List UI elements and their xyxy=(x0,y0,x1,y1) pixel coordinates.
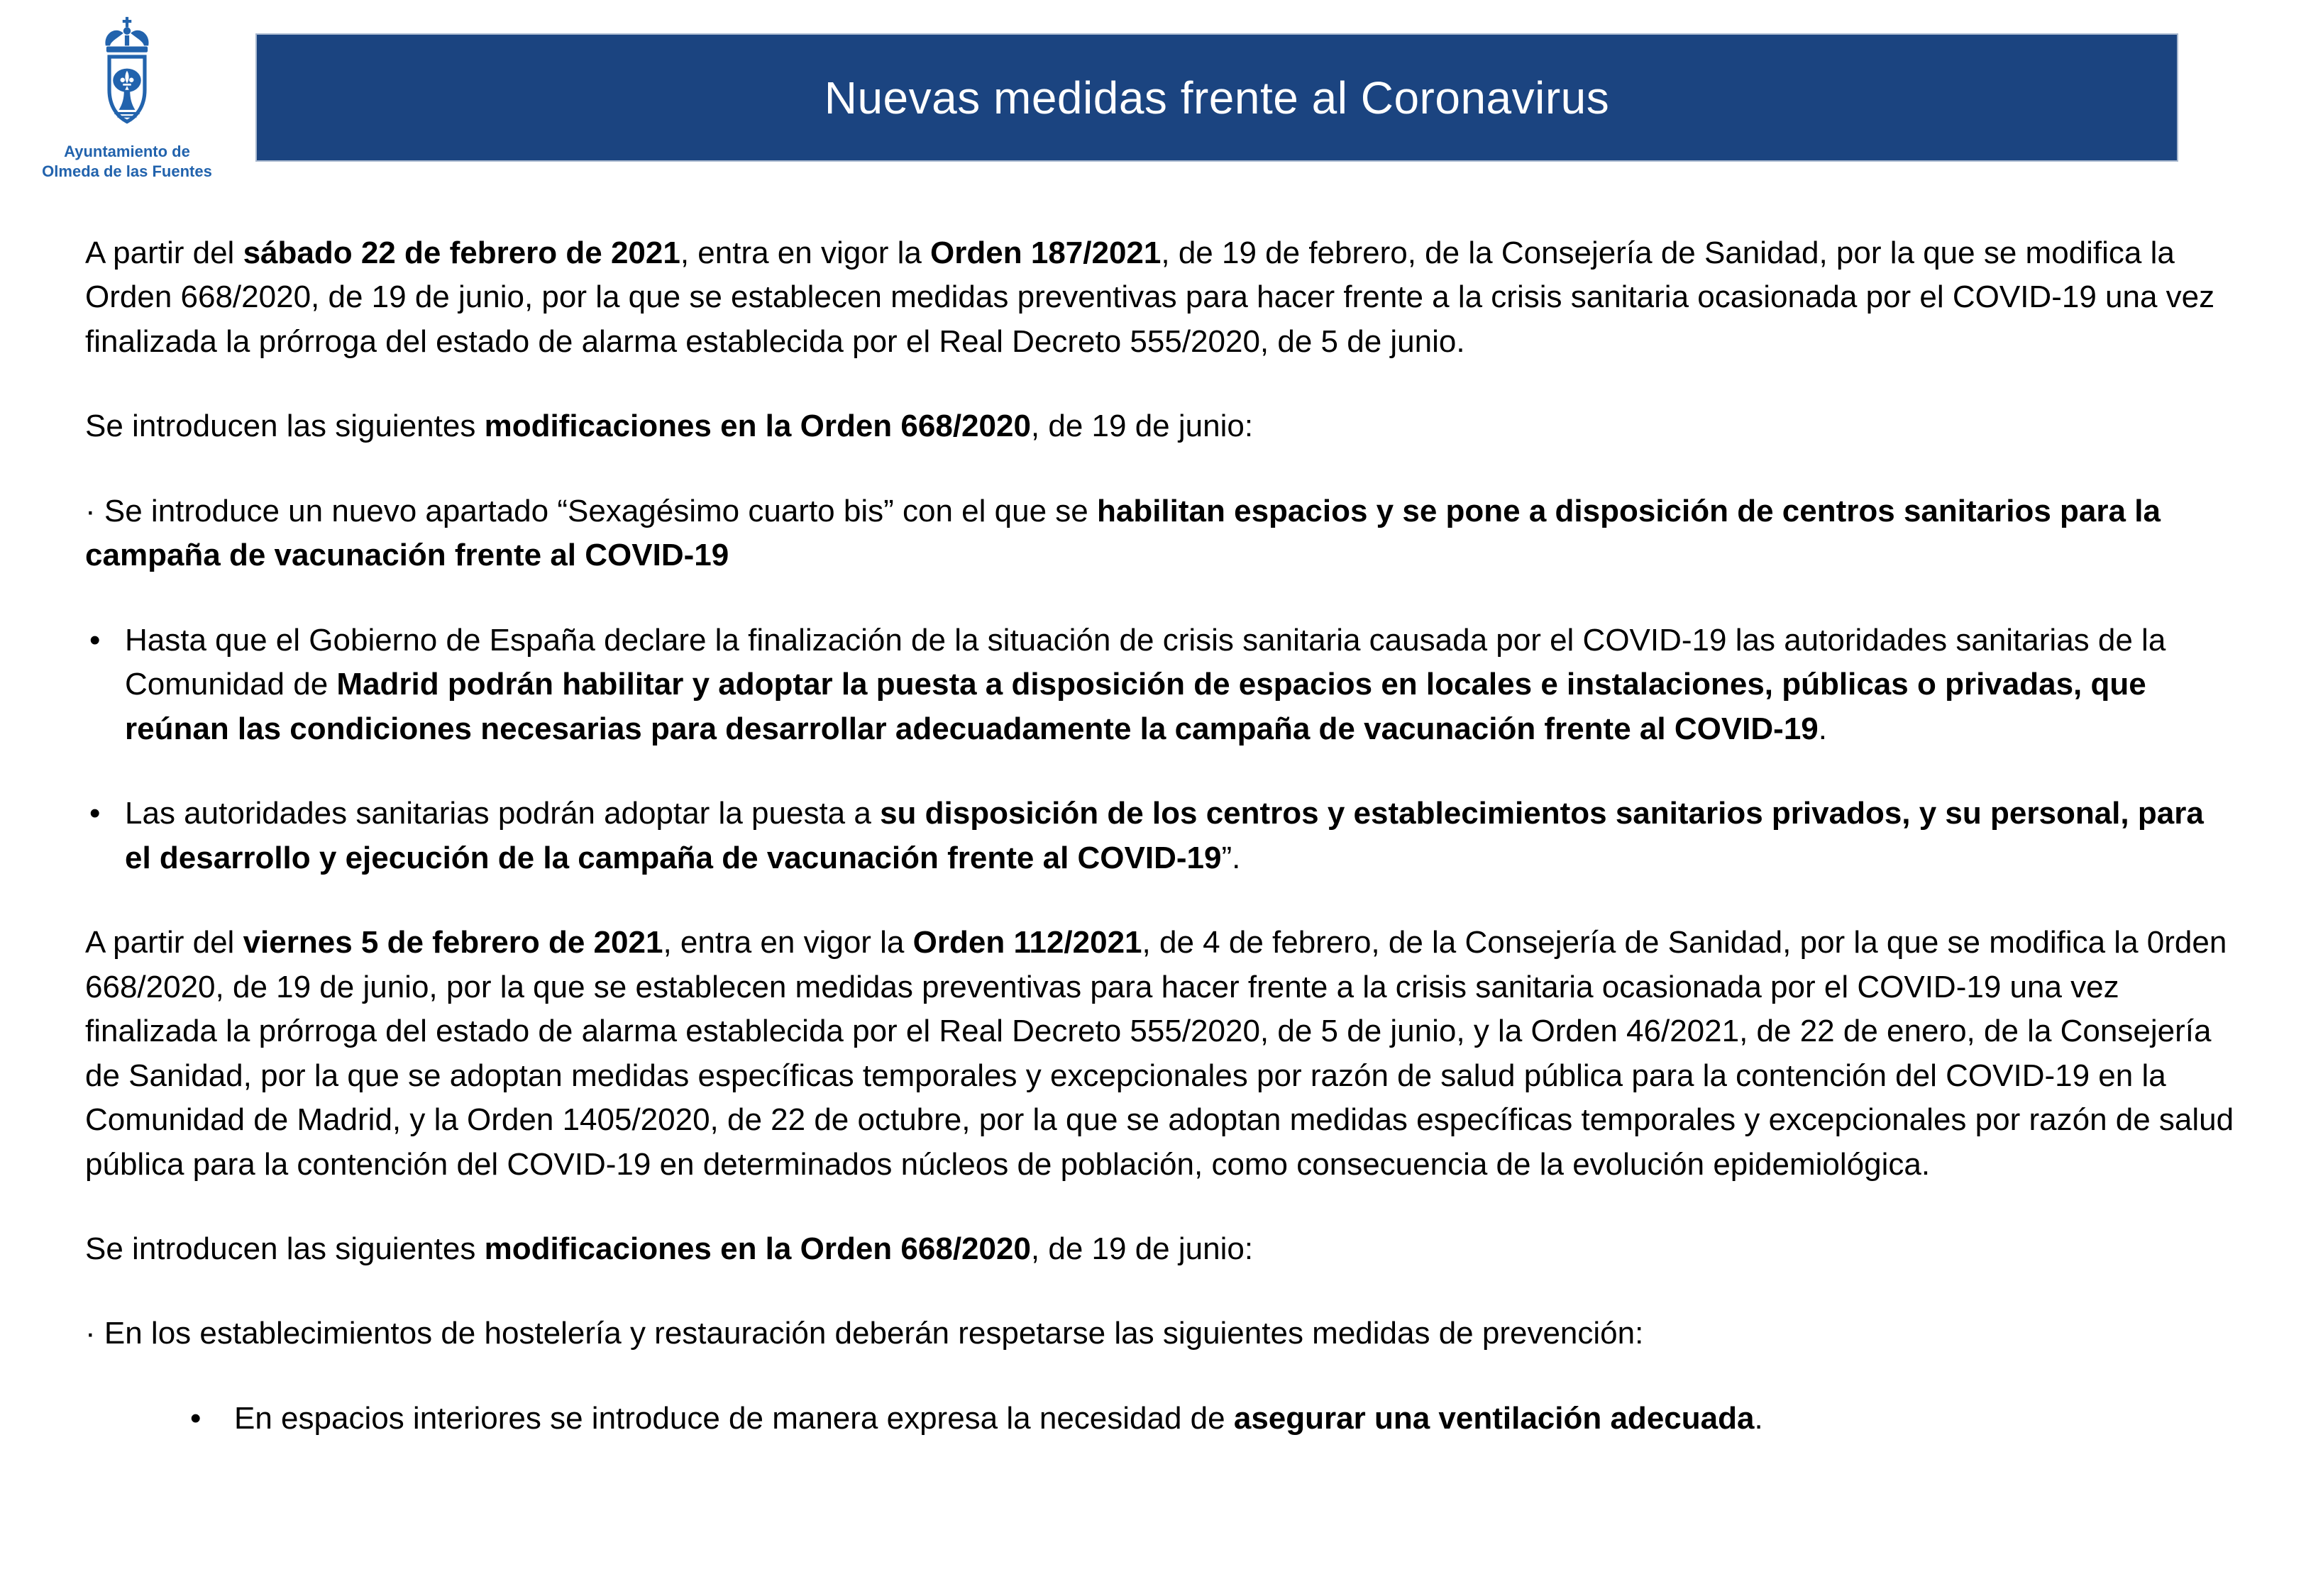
sub-bullet-item-ventilacion xyxy=(85,1397,2235,1441)
intro-paragraph-order-112: A partir del viernes 5 de febrero de 2021, entra en vigor la Orden 112/2021, de 4 de febrero, de la Consejería de Sanidad, por la que se modifica la 0rden 668/2020, de 19 de junio, por la que se establecen medidas preventivas para hacer frente a la crisis sanitaria ocasionada por el COVID-19 una vez finalizada la prórroga del estado de alarma establecida por el Real Decreto 555/2020, de 5 de junio, y la Orden 46/2021, de 22 de enero, de la Consejería de Sanidad, por la que se adoptan medidas específicas temporales y excepcionales por razón de salud pública para la contención del COVID-19 en la Comunidad de Madrid, y la Orden 1405/2020, de 22 de octubre, por la que se adoptan medidas específicas temporales y excepcionales por razón de salud pública para la contención del COVID-19 en determinados núcleos de población, como consecuencia de la evolución epidemiológica. xyxy=(85,925,2234,1182)
title-banner xyxy=(255,33,2178,162)
page-title: Nuevas medidas frente al Coronavirus xyxy=(824,72,1610,123)
dot-item-sexagesimo-cuarto-bis: · Se introduce un nuevo apartado “Sexagésimo cuarto bis” con el que se habilitan espacios y se pone a disposición de centros sanitarios para la campaña de vacunación frente al COVID-19 xyxy=(85,493,2161,573)
bullet-text: Hasta que el Gobierno de España declare la finalización de la situación de crisis sanitaria causada por el COVID-19 las autoridades sanitarias de la Comunidad de Madrid podrán habilitar y adoptar la puesta a disposición de espacios en locales e instalaciones, públicas o privadas, que reúnan las condiciones necesarias para desarrollar adecuadamente la campaña de vacunación frente al COVID-19. xyxy=(125,622,2166,746)
intro-paragraph-order-187: A partir del sábado 22 de febrero de 2021, entra en vigor la Orden 187/2021, de 19 de febrero, de la Consejería de Sanidad, por la que se modifica la Orden 668/2020, de 19 de junio, por la que se establecen medidas preventivas para hacer frente a la crisis sanitaria ocasionada por el COVID-19 una vez finalizada la prórroga del estado de alarma establecida por el Real Decreto 555/2020, de 5 de junio. xyxy=(85,235,2215,359)
bullet-item-habilitar-espacios xyxy=(85,619,2235,751)
modifications-lead-in-1: Se introducen las siguientes modificaciones en la Orden 668/2020, de 19 de junio: xyxy=(85,409,1254,444)
municipality-logo xyxy=(17,10,237,182)
bullet-marker: • xyxy=(89,796,101,831)
bullet-item-centros-privados xyxy=(85,792,2235,880)
bullet-text: Las autoridades sanitarias podrán adoptar la puesta a su disposición de los centros y establecimientos sanitarios privados, y su personal, para el desarrollo y ejecución de la campaña de vacunación frente al COVID-19”. xyxy=(125,796,2204,875)
page-header xyxy=(0,0,2306,213)
dot-item-hosteleria: · En los establecimientos de hostelería y restauración deberán respetarse las siguientes medidas de prevención: xyxy=(85,1316,1644,1351)
document-body xyxy=(0,213,2306,1441)
logo-caption xyxy=(17,142,237,182)
modifications-lead-in-2: Se introducen las siguientes modificaciones en la Orden 668/2020, de 19 de junio: xyxy=(85,1231,1254,1266)
bullet-marker: • xyxy=(190,1400,202,1436)
bullet-marker: • xyxy=(89,622,101,658)
coat-of-arms-icon xyxy=(90,10,164,140)
bullet-text: En espacios interiores se introduce de manera expresa la necesidad de asegurar una ventilación adecuada. xyxy=(234,1400,1763,1436)
logo-caption-line2: Olmeda de las Fuentes xyxy=(42,162,212,181)
logo-caption-line1: Ayuntamiento de xyxy=(64,143,190,160)
